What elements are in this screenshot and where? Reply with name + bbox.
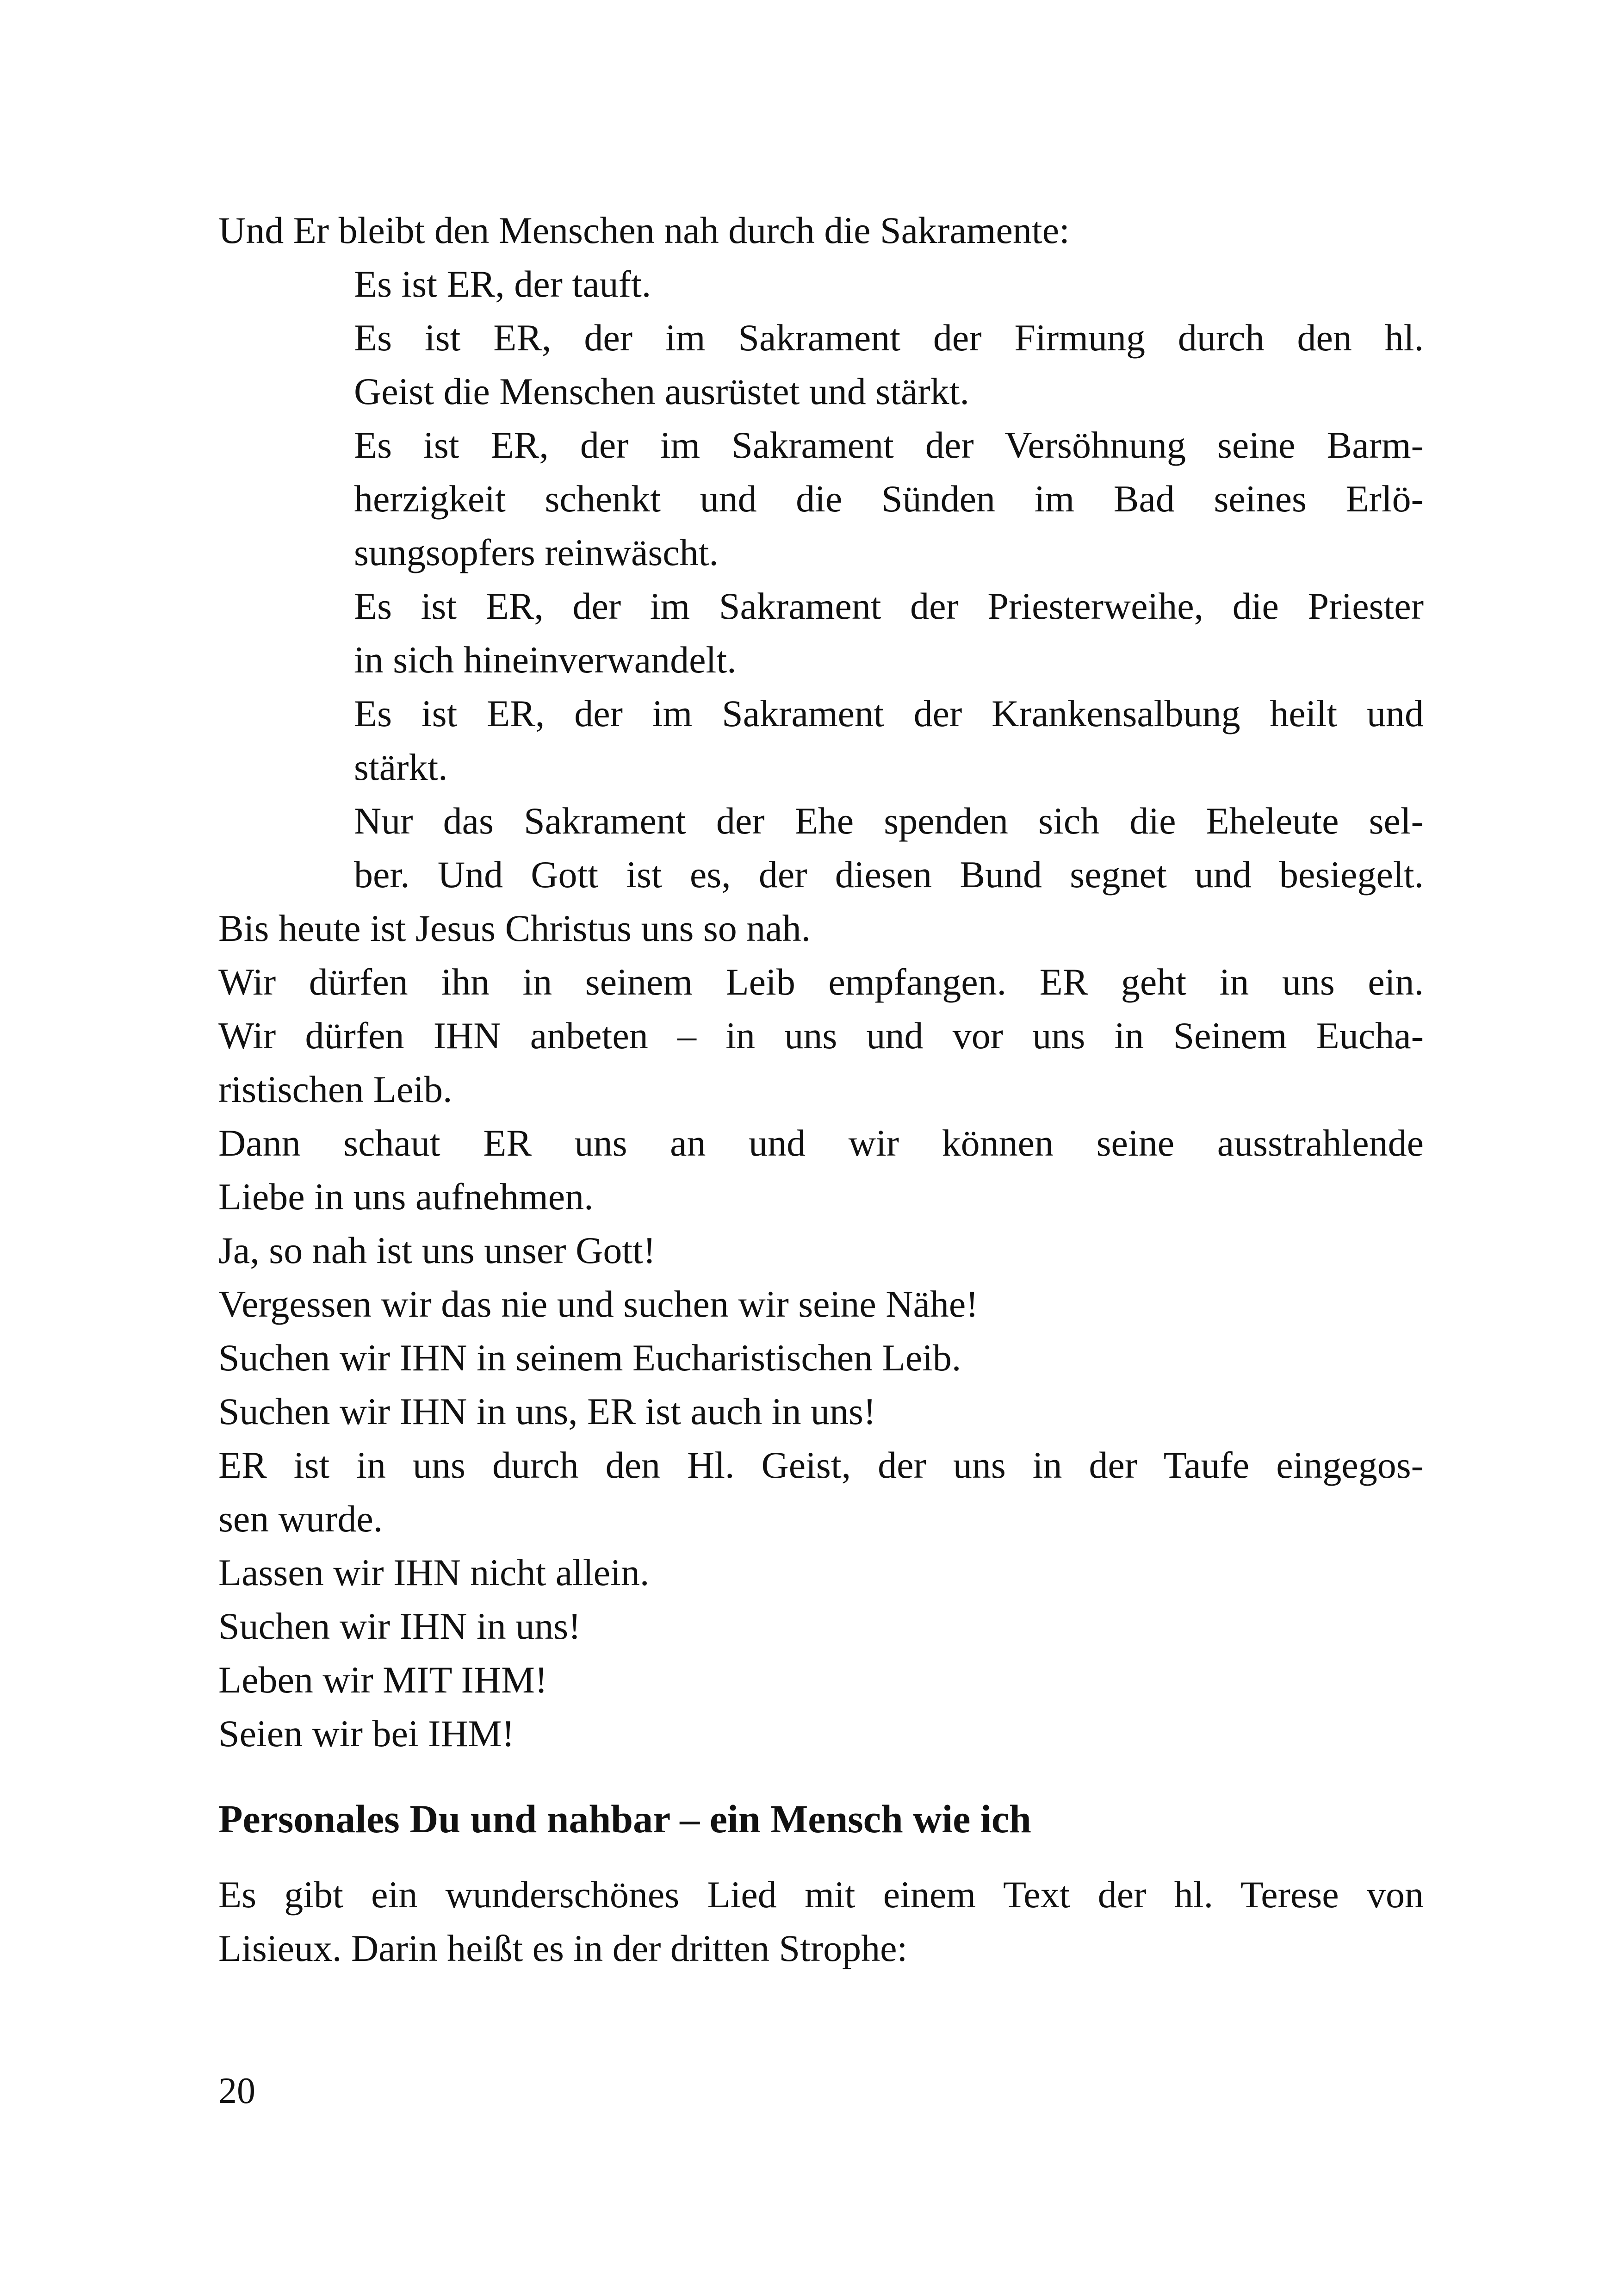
text-line: Seien wir bei IHM!	[218, 1712, 515, 1755]
page-number: 20	[218, 2071, 255, 2111]
text-line: Wir dürfen IHN anbeten – in uns und vor uns in Seinem Eucha-	[218, 1014, 1424, 1057]
text-line: Suchen wir IHN in seinem Eucharistischen Leib.	[218, 1337, 961, 1379]
text-line: Es ist ER, der im Sakrament der Firmung durch den hl.	[354, 317, 1424, 359]
text-line: Suchen wir IHN in uns!	[218, 1605, 581, 1647]
text-line: sungsopfers reinwäscht.	[354, 531, 719, 573]
text-line: Es ist ER, der im Sakrament der Priesterweihe, die Priester	[354, 585, 1424, 627]
text-line: in sich hineinverwandelt.	[354, 639, 737, 681]
text-line: Leben wir MIT IHM!	[218, 1659, 548, 1701]
text-line: Es ist ER, der tauft.	[354, 263, 651, 305]
spacer	[218, 1761, 1424, 1786]
text-line: Dann schaut ER uns an und wir können seine ausstrahlende	[218, 1122, 1424, 1164]
closing-text	[218, 1868, 1424, 1975]
section-heading: Personales Du und nahbar – ein Mensch wie ich	[218, 1797, 1031, 1841]
text-line: ER ist in uns durch den Hl. Geist, der uns in der Taufe eingegos-	[218, 1444, 1424, 1486]
text-line: Vergessen wir das nie und suchen wir seine Nähe!	[218, 1283, 979, 1325]
text-line: Es ist ER, der im Sakrament der Krankensalbung heilt und	[354, 692, 1424, 734]
text-line: sen wurde.	[218, 1498, 383, 1540]
page-body	[218, 204, 1424, 1975]
main-text	[218, 204, 1424, 1761]
text-line: Bis heute ist Jesus Christus uns so nah.	[218, 907, 811, 949]
text-line: Liebe in uns aufnehmen.	[218, 1176, 594, 1218]
text-line: stärkt.	[354, 746, 448, 788]
text-line: Wir dürfen ihn in seinem Leib empfangen. ER geht in uns ein.	[218, 961, 1424, 1003]
text-line: Es gibt ein wunderschönes Lied mit einem Text der hl. Terese von	[218, 1873, 1424, 1916]
text-line: Lisieux. Darin heißt es in der dritten Strophe:	[218, 1927, 908, 1969]
spacer	[218, 1851, 1424, 1868]
text-line: Es ist ER, der im Sakrament der Versöhnung seine Barm-	[354, 424, 1424, 466]
text-line: herzigkeit schenkt und die Sünden im Bad seines Erlö-	[354, 478, 1424, 520]
text-line: Lassen wir IHN nicht allein.	[218, 1551, 650, 1593]
text-line: Nur das Sakrament der Ehe spenden sich die Eheleute sel-	[354, 800, 1424, 842]
text-line: Geist die Menschen ausrüstet und stärkt.	[354, 370, 969, 412]
text-line: ber. Und Gott ist es, der diesen Bund segnet und besiegelt.	[354, 853, 1424, 896]
text-line: Suchen wir IHN in uns, ER ist auch in uns!	[218, 1390, 876, 1432]
text-line: Und Er bleibt den Menschen nah durch die Sakramente:	[218, 209, 1070, 251]
text-line: Ja, so nah ist uns unser Gott!	[218, 1229, 656, 1271]
text-line: ristischen Leib.	[218, 1068, 453, 1110]
